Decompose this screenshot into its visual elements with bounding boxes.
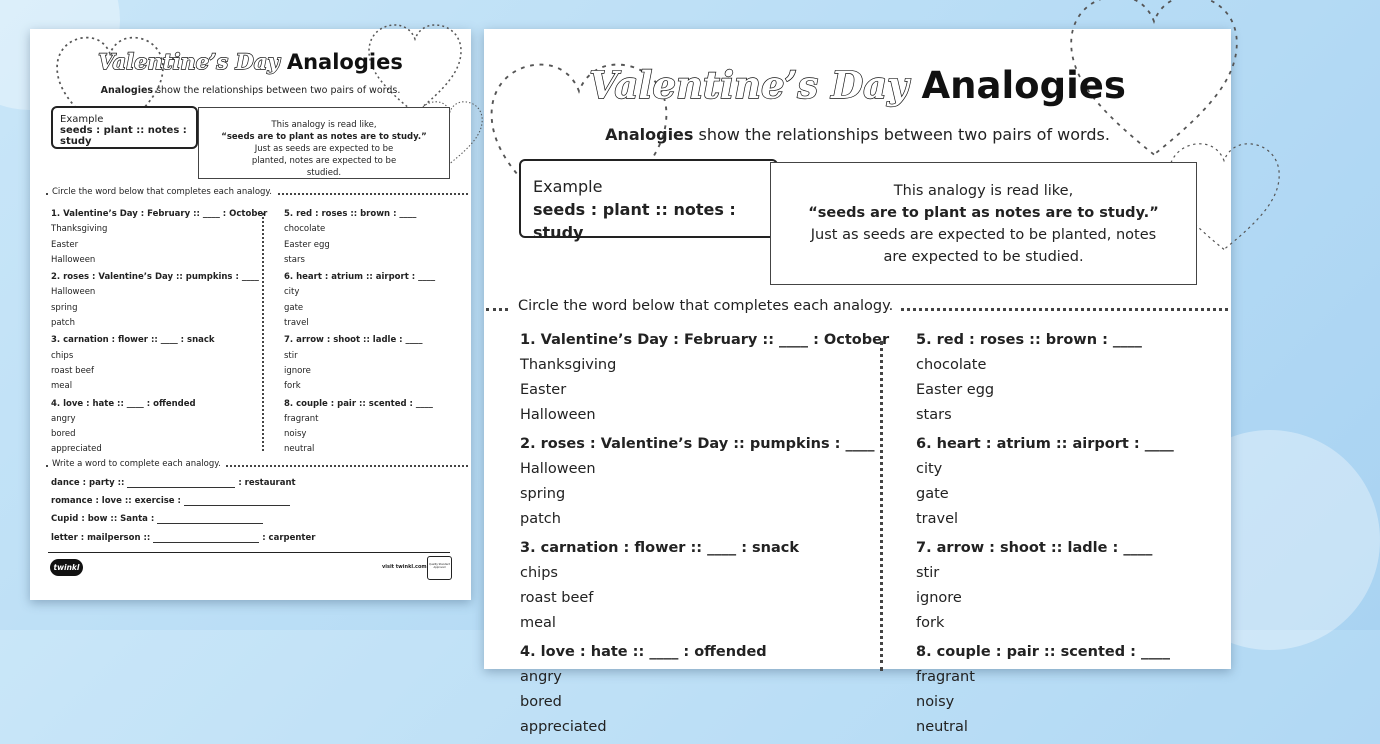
question-block xyxy=(51,333,267,394)
section1-heading: Circle the word below that completes each analogy. xyxy=(48,187,276,197)
example-box xyxy=(51,106,198,149)
answer-option[interactable]: Easter egg xyxy=(284,239,330,250)
question-block xyxy=(284,270,435,331)
visit-link[interactable]: visit twinkl.com xyxy=(382,564,427,570)
answer-option[interactable]: Halloween xyxy=(520,461,596,477)
answer-blank[interactable] xyxy=(127,487,235,488)
answer-option[interactable]: gate xyxy=(284,302,304,313)
answer-option[interactable]: stars xyxy=(284,254,305,265)
write-item: Cupid : bow :: Santa : xyxy=(51,514,263,524)
questions-left-column xyxy=(51,207,267,460)
question-prompt: 3. carnation : flower :: ____ : snack xyxy=(51,335,215,346)
answer-option[interactable]: noisy xyxy=(916,694,955,710)
answer-option[interactable]: ignore xyxy=(916,590,962,606)
question-prompt: 4. love : hate :: ____ : offended xyxy=(520,644,767,660)
answer-option[interactable]: chips xyxy=(520,565,558,581)
answer-blank[interactable] xyxy=(157,523,263,524)
example-analogy: seeds : plant :: notes : study xyxy=(533,200,736,242)
page-title xyxy=(484,63,1231,107)
answer-option[interactable]: chocolate xyxy=(284,224,326,235)
question-block xyxy=(916,328,1174,428)
answer-option[interactable]: bored xyxy=(520,694,562,710)
answer-option[interactable]: chocolate xyxy=(916,357,987,373)
answer-option[interactable]: stir xyxy=(916,565,940,581)
answer-option[interactable]: fork xyxy=(284,381,301,392)
section1-heading: Circle the word below that completes each analogy. xyxy=(510,298,901,314)
answer-option[interactable]: stars xyxy=(916,407,952,423)
question-block xyxy=(916,536,1174,636)
answer-option[interactable]: fork xyxy=(916,615,945,631)
questions-right-column xyxy=(916,328,1174,744)
answer-option[interactable]: neutral xyxy=(916,719,968,735)
answer-option[interactable]: Halloween xyxy=(51,254,96,265)
answer-blank[interactable] xyxy=(184,505,290,506)
question-block xyxy=(520,432,889,532)
answer-option[interactable]: patch xyxy=(51,318,75,329)
answer-option[interactable]: meal xyxy=(520,615,556,631)
answer-option[interactable]: city xyxy=(284,287,300,298)
question-prompt: 7. arrow : shoot :: ladle : ____ xyxy=(284,335,423,346)
answer-option[interactable]: meal xyxy=(51,381,73,392)
intro-text: Analogies show the relationships between two pairs of words. xyxy=(100,85,401,96)
example-analogy: seeds : plant :: notes : study xyxy=(60,125,187,147)
question-prompt: 5. red : roses :: brown : ____ xyxy=(916,332,1142,348)
title-outline-text: Valentine’s Day xyxy=(98,49,280,74)
answer-option[interactable]: Easter xyxy=(51,239,79,250)
question-block xyxy=(51,397,267,458)
question-block xyxy=(51,207,267,268)
question-prompt: 1. Valentine’s Day : February :: ____ : October xyxy=(520,332,890,348)
question-block xyxy=(284,397,435,458)
question-prompt: 2. roses : Valentine’s Day :: pumpkins : ____ xyxy=(51,272,259,283)
example-box xyxy=(519,159,778,242)
questions-left-column xyxy=(520,328,889,744)
title-plain-text: Analogies xyxy=(921,64,1126,107)
answer-option[interactable]: spring xyxy=(520,486,566,502)
question-block xyxy=(916,640,1174,740)
question-prompt: 1. Valentine’s Day : February :: ____ : October xyxy=(51,209,268,219)
answer-blank[interactable] xyxy=(153,542,259,543)
answer-option[interactable]: Halloween xyxy=(51,287,96,298)
answer-option[interactable]: appreciated xyxy=(520,719,607,735)
answer-option[interactable]: gate xyxy=(916,486,949,502)
question-prompt: 5. red : roses :: brown : ____ xyxy=(284,209,417,219)
worksheet-thumbnail xyxy=(30,29,471,600)
answer-option[interactable]: ignore xyxy=(284,365,311,376)
write-item: romance : love :: exercise : xyxy=(51,496,290,506)
explanation-box: This analogy is read like, “seeds are to plant as notes are to study.” Just as seeds are expected to be planted, notes are expected to be studied. xyxy=(198,107,450,179)
answer-option[interactable]: spring xyxy=(51,302,78,313)
question-block xyxy=(284,207,435,268)
question-block xyxy=(916,432,1174,532)
question-block xyxy=(520,328,889,428)
answer-option[interactable]: appreciated xyxy=(51,444,102,455)
column-divider xyxy=(262,213,264,451)
answer-option[interactable]: roast beef xyxy=(520,590,594,606)
answer-option[interactable]: Thanksgiving xyxy=(51,224,108,235)
question-block xyxy=(520,536,889,636)
answer-option[interactable]: chips xyxy=(51,350,74,361)
answer-option[interactable]: angry xyxy=(51,413,76,424)
page-title xyxy=(30,49,471,74)
intro-text: Analogies show the relationships between two pairs of words. xyxy=(605,125,1110,144)
answer-option[interactable]: Easter xyxy=(520,382,567,398)
answer-option[interactable]: travel xyxy=(916,511,959,527)
title-plain-text: Analogies xyxy=(286,50,403,74)
answer-option[interactable]: fragrant xyxy=(284,413,319,424)
example-heading: Example xyxy=(533,177,603,196)
write-item: dance : party :: : restaurant xyxy=(51,478,296,488)
answer-option[interactable]: city xyxy=(916,461,943,477)
question-prompt: 6. heart : atrium :: airport : ____ xyxy=(916,436,1174,452)
questions-right-column xyxy=(284,207,435,460)
answer-option[interactable]: fragrant xyxy=(916,669,975,685)
question-block xyxy=(520,640,889,740)
answer-option[interactable]: travel xyxy=(284,318,309,329)
quality-badge: Quality Standard Approved xyxy=(427,556,452,580)
question-prompt: 6. heart : atrium :: airport : ____ xyxy=(284,272,436,283)
explanation-box: This analogy is read like, “seeds are to plant as notes are to study.” Just as seeds are expected to be planted, notes are expected to be studied. xyxy=(770,162,1197,285)
twinkl-logo: twinkl xyxy=(50,559,83,576)
question-prompt: 3. carnation : flower :: ____ : snack xyxy=(520,540,800,556)
question-block xyxy=(51,270,267,331)
answer-option[interactable]: Halloween xyxy=(520,407,596,423)
answer-option[interactable]: Thanksgiving xyxy=(520,357,617,373)
answer-option[interactable]: bored xyxy=(51,429,76,440)
question-block xyxy=(284,333,435,394)
question-prompt: 8. couple : pair :: scented : ____ xyxy=(284,398,433,409)
answer-option[interactable]: roast beef xyxy=(51,365,95,376)
answer-option[interactable]: stir xyxy=(284,350,298,361)
footer-line xyxy=(48,552,450,553)
column-divider xyxy=(880,341,883,671)
answer-option[interactable]: neutral xyxy=(284,444,315,455)
question-prompt: 8. couple : pair :: scented : ____ xyxy=(916,644,1171,660)
question-prompt: 2. roses : Valentine’s Day :: pumpkins : ____ xyxy=(520,436,875,452)
section2-heading: Write a word to complete each analogy. xyxy=(48,459,225,469)
title-outline-text: Valentine’s Day xyxy=(589,63,909,107)
answer-option[interactable]: angry xyxy=(520,669,562,685)
worksheet-zoomed xyxy=(484,29,1231,735)
answer-option[interactable]: patch xyxy=(520,511,561,527)
question-prompt: 7. arrow : shoot :: ladle : ____ xyxy=(916,540,1153,556)
example-heading: Example xyxy=(60,114,104,125)
write-item: letter : mailperson :: : carpenter xyxy=(51,533,316,543)
question-prompt: 4. love : hate :: ____ : offended xyxy=(51,398,196,409)
answer-option[interactable]: Easter egg xyxy=(916,382,995,398)
answer-option[interactable]: noisy xyxy=(284,429,307,440)
